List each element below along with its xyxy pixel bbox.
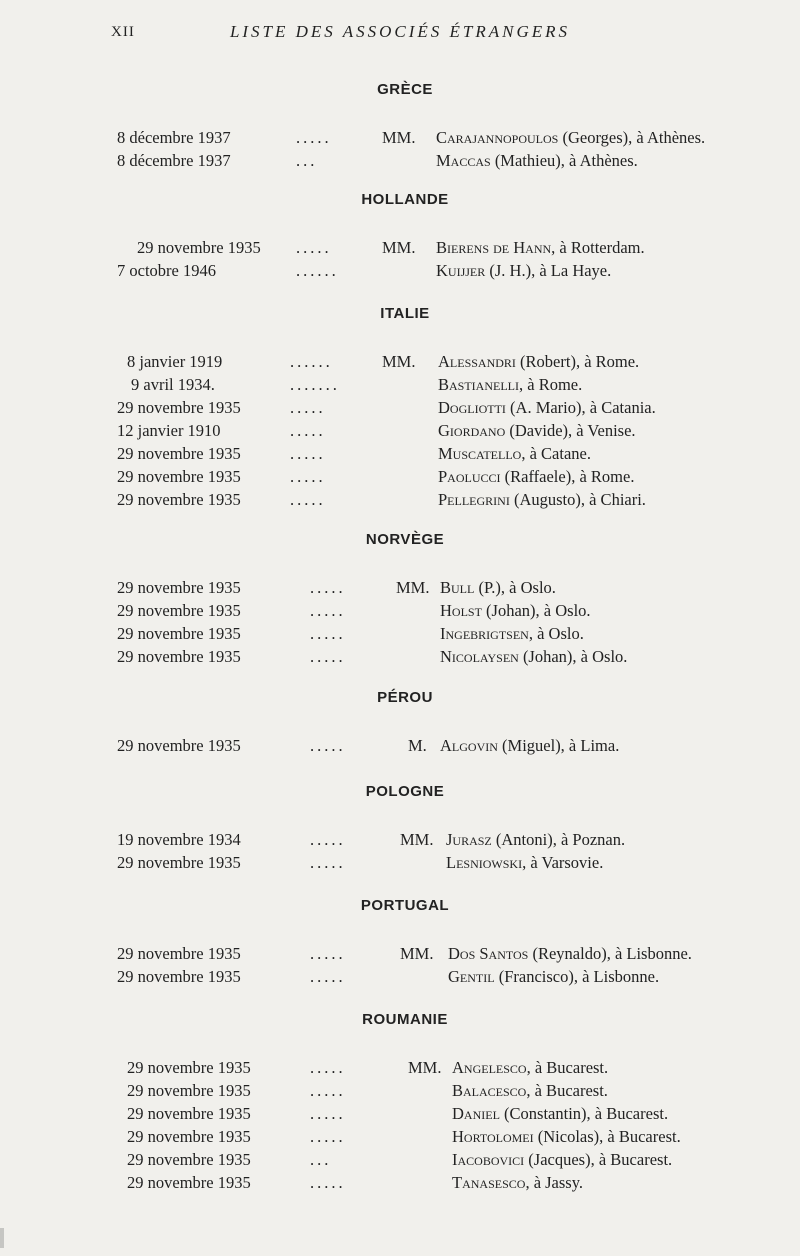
honorific: MM. xyxy=(400,830,434,849)
entry-row xyxy=(0,419,800,442)
entry-list xyxy=(0,126,800,172)
associate-entry xyxy=(436,236,645,259)
entry-row xyxy=(0,599,800,622)
associate-surname: Lesniowski xyxy=(446,853,523,872)
associate-entry xyxy=(446,828,625,851)
election-date: 29 novembre 1935 xyxy=(117,578,241,597)
election-date: 29 novembre 1935 xyxy=(117,624,241,643)
country-section xyxy=(0,188,800,280)
country-section xyxy=(0,528,800,666)
associate-entry xyxy=(440,599,591,622)
associate-surname: Jurasz xyxy=(446,830,492,849)
entry-row xyxy=(0,1148,800,1171)
associate-entry xyxy=(452,1102,668,1125)
election-date: 29 novembre 1935 xyxy=(127,1081,251,1100)
associate-entry xyxy=(452,1148,672,1171)
associate-surname: Giordano xyxy=(438,421,506,440)
associate-details: , à Bucarest. xyxy=(526,1058,609,1077)
election-date: 29 novembre 1935 xyxy=(137,238,261,257)
associate-entry xyxy=(452,1056,608,1079)
associate-details: (Francisco), à Lisbonne. xyxy=(494,967,660,986)
election-date: 19 novembre 1934 xyxy=(117,830,241,849)
honorific: MM. xyxy=(382,352,416,371)
associate-details: (Johan), à Oslo. xyxy=(518,647,628,666)
associate-surname: Daniel xyxy=(452,1104,500,1123)
leader-dots: ...... xyxy=(296,261,339,280)
associate-details: (Georges), à Athènes. xyxy=(558,128,706,147)
associate-surname: Muscatello xyxy=(438,444,522,463)
country-heading: ITALIE xyxy=(380,305,430,322)
leader-dots: ..... xyxy=(310,1127,346,1146)
leader-dots: ..... xyxy=(296,238,332,257)
associate-details: , à Catane. xyxy=(521,444,591,463)
entry-row xyxy=(0,734,800,757)
leader-dots: ...... xyxy=(290,352,333,371)
leader-dots: ..... xyxy=(290,444,326,463)
associate-surname: Nicolaysen xyxy=(440,647,519,666)
leader-dots: ..... xyxy=(290,490,326,509)
entry-row xyxy=(0,373,800,396)
associate-details: (J. H.), à La Haye. xyxy=(485,261,612,280)
leader-dots: ..... xyxy=(310,1058,346,1077)
election-date: 8 janvier 1919 xyxy=(127,352,223,371)
entry-row xyxy=(0,1056,800,1079)
election-date: 29 novembre 1935 xyxy=(127,1104,251,1123)
country-heading: PÉROU xyxy=(377,689,433,706)
associate-details: (Robert), à Rome. xyxy=(515,352,640,371)
entry-row xyxy=(0,851,800,874)
leader-dots: ..... xyxy=(310,967,346,986)
election-date: 9 avril 1934. xyxy=(131,375,215,394)
leader-dots: ..... xyxy=(310,830,346,849)
election-date: 7 octobre 1946 xyxy=(117,261,216,280)
associate-entry xyxy=(438,465,634,488)
leader-dots: ..... xyxy=(310,853,346,872)
country-heading: ROUMANIE xyxy=(362,1011,448,1028)
entry-row xyxy=(0,622,800,645)
associate-entry xyxy=(438,419,636,442)
leader-dots: ..... xyxy=(290,421,326,440)
associate-surname: Pellegrini xyxy=(438,490,510,509)
entry-row xyxy=(0,149,800,172)
associate-details: (Constantin), à Bucarest. xyxy=(499,1104,669,1123)
leader-dots: ..... xyxy=(310,578,346,597)
entry-row xyxy=(0,259,800,282)
country-heading: POLOGNE xyxy=(365,783,445,800)
associate-entry xyxy=(452,1079,608,1102)
associate-surname: Iacobovici xyxy=(452,1150,525,1169)
associate-surname: Dogliotti xyxy=(438,398,506,417)
honorific: MM. xyxy=(382,128,416,147)
associate-surname: Bastianelli xyxy=(438,375,519,394)
associate-entry xyxy=(438,442,591,465)
entry-row xyxy=(0,1171,800,1194)
entry-row xyxy=(0,942,800,965)
election-date: 8 décembre 1937 xyxy=(117,151,231,170)
entry-row xyxy=(0,828,800,851)
associate-entry xyxy=(452,1171,583,1194)
associate-entry xyxy=(452,1125,681,1148)
entry-row xyxy=(0,1079,800,1102)
election-date: 29 novembre 1935 xyxy=(117,736,241,755)
associate-entry xyxy=(438,488,646,511)
entry-row xyxy=(0,396,800,419)
election-date: 29 novembre 1935 xyxy=(117,944,241,963)
associate-surname: Gentil xyxy=(448,967,495,986)
election-date: 29 novembre 1935 xyxy=(127,1058,251,1077)
associate-entry xyxy=(448,965,659,988)
associate-details: (Augusto), à Chiari. xyxy=(509,490,646,509)
country-section xyxy=(0,302,800,509)
entry-row xyxy=(0,442,800,465)
associate-surname: Holst xyxy=(440,601,482,620)
associate-surname: Paolucci xyxy=(438,467,501,486)
leader-dots: ..... xyxy=(310,1104,346,1123)
scan-edge-mark xyxy=(0,1228,4,1248)
associate-details: , à Jassy. xyxy=(525,1173,584,1192)
election-date: 29 novembre 1935 xyxy=(127,1127,251,1146)
leader-dots: ... xyxy=(296,151,318,170)
associate-surname: Algovin xyxy=(440,736,498,755)
entry-list xyxy=(0,828,800,874)
election-date: 29 novembre 1935 xyxy=(117,398,241,417)
leader-dots: ..... xyxy=(310,624,346,643)
entry-list xyxy=(0,942,800,988)
country-heading: GRÈCE xyxy=(377,81,433,98)
election-date: 29 novembre 1935 xyxy=(117,601,241,620)
page-number: XII xyxy=(111,24,135,40)
election-date: 29 novembre 1935 xyxy=(117,647,241,666)
election-date: 29 novembre 1935 xyxy=(117,444,241,463)
associate-entry xyxy=(436,149,638,172)
associate-surname: Bierens de Hann xyxy=(436,238,552,257)
associate-details: (Miguel), à Lima. xyxy=(497,736,620,755)
associate-entry xyxy=(438,396,656,419)
entry-row xyxy=(0,350,800,373)
running-title: LISTE DES ASSOCIÉS ÉTRANGERS xyxy=(229,22,571,41)
election-date: 29 novembre 1935 xyxy=(117,467,241,486)
entry-list xyxy=(0,576,800,668)
election-date: 29 novembre 1935 xyxy=(117,490,241,509)
associate-entry xyxy=(436,126,705,149)
leader-dots: ....... xyxy=(290,375,340,394)
leader-dots: ..... xyxy=(290,398,326,417)
associate-details: , à Varsovie. xyxy=(522,853,604,872)
entry-list xyxy=(0,236,800,282)
associate-details: (Nicolas), à Bucarest. xyxy=(533,1127,681,1146)
entry-row xyxy=(0,465,800,488)
associate-details: (Raffaele), à Rome. xyxy=(500,467,635,486)
associate-surname: Alessandri xyxy=(438,352,516,371)
election-date: 12 janvier 1910 xyxy=(117,421,221,440)
country-section xyxy=(0,686,800,755)
election-date: 29 novembre 1935 xyxy=(117,967,241,986)
associate-details: (Jacques), à Bucarest. xyxy=(524,1150,673,1169)
associate-entry xyxy=(438,350,639,373)
honorific: MM. xyxy=(382,238,416,257)
associate-surname: Balacesco xyxy=(452,1081,527,1100)
associate-surname: Ingebrigtsen xyxy=(440,624,529,643)
associate-details: , à Oslo. xyxy=(528,624,584,643)
leader-dots: ..... xyxy=(310,1173,346,1192)
entry-row xyxy=(0,645,800,668)
associate-entry xyxy=(436,259,611,282)
associate-details: (P.), à Oslo. xyxy=(474,578,556,597)
leader-dots: ... xyxy=(310,1150,332,1169)
country-section xyxy=(0,78,800,170)
associate-details: (Davide), à Venise. xyxy=(505,421,636,440)
associate-surname: Hortolomei xyxy=(452,1127,534,1146)
entry-list xyxy=(0,1056,800,1194)
associate-details: (Johan), à Oslo. xyxy=(481,601,591,620)
associate-details: (Reynaldo), à Lisbonne. xyxy=(528,944,692,963)
entry-row xyxy=(0,1125,800,1148)
page-header xyxy=(0,22,800,46)
associate-entry xyxy=(440,576,556,599)
election-date: 29 novembre 1935 xyxy=(117,853,241,872)
honorific: MM. xyxy=(400,944,434,963)
associate-details: (Antoni), à Poznan. xyxy=(491,830,626,849)
entry-row xyxy=(0,1102,800,1125)
country-heading: PORTUGAL xyxy=(360,897,450,914)
associate-details: (A. Mario), à Catania. xyxy=(505,398,656,417)
associate-entry xyxy=(438,373,582,396)
entry-row xyxy=(0,488,800,511)
leader-dots: ..... xyxy=(296,128,332,147)
associate-details: (Mathieu), à Athènes. xyxy=(490,151,638,170)
entry-row xyxy=(0,576,800,599)
associate-surname: Tanasesco xyxy=(452,1173,526,1192)
associate-surname: Kuijjer xyxy=(436,261,486,280)
leader-dots: ..... xyxy=(310,647,346,666)
country-section xyxy=(0,780,800,872)
associate-entry xyxy=(448,942,692,965)
leader-dots: ..... xyxy=(310,736,346,755)
honorific: MM. xyxy=(408,1058,442,1077)
associate-details: , à Rome. xyxy=(519,375,583,394)
associate-surname: Bull xyxy=(440,578,475,597)
associate-entry xyxy=(440,645,627,668)
leader-dots: ..... xyxy=(310,1081,346,1100)
country-heading: NORVÈGE xyxy=(365,531,445,548)
entry-row xyxy=(0,126,800,149)
leader-dots: ..... xyxy=(310,944,346,963)
election-date: 29 novembre 1935 xyxy=(127,1150,251,1169)
country-heading: HOLLANDE xyxy=(361,191,449,208)
country-section xyxy=(0,894,800,986)
election-date: 29 novembre 1935 xyxy=(127,1173,251,1192)
election-date: 8 décembre 1937 xyxy=(117,128,231,147)
honorific: M. xyxy=(408,736,427,755)
associate-details: , à Bucarest. xyxy=(526,1081,608,1100)
associate-details: , à Rotterdam. xyxy=(551,238,645,257)
associate-surname: Angelesco xyxy=(452,1058,527,1077)
associate-surname: Dos Santos xyxy=(448,944,529,963)
leader-dots: ..... xyxy=(290,467,326,486)
associate-entry xyxy=(440,622,584,645)
entry-list xyxy=(0,734,800,757)
associate-entry xyxy=(440,734,619,757)
associate-surname: Maccas xyxy=(436,151,491,170)
leader-dots: ..... xyxy=(310,601,346,620)
country-section xyxy=(0,1008,800,1192)
entry-list xyxy=(0,350,800,511)
associate-entry xyxy=(446,851,603,874)
associate-surname: Carajannopoulos xyxy=(436,128,559,147)
entry-row xyxy=(0,236,800,259)
honorific: MM. xyxy=(396,578,430,597)
entry-row xyxy=(0,965,800,988)
